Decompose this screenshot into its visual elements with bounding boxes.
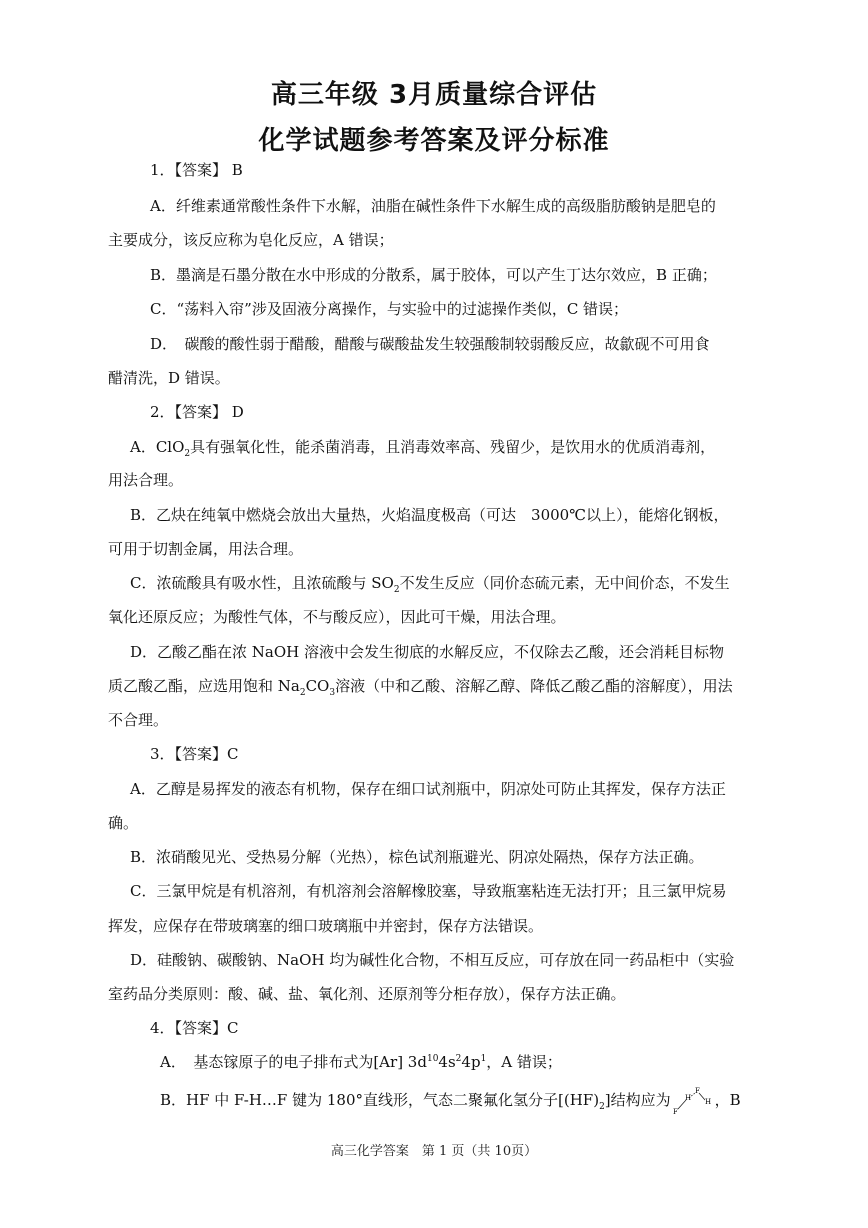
q1-option-b: B．墨滴是石墨分散在水中形成的分散系，属于胶体，可以产生丁达尔效应，B 正确； bbox=[150, 266, 717, 284]
page-footer: 高三化学答案 第 1 页（共 10页） bbox=[330, 1144, 538, 1159]
superscript: 2 bbox=[455, 1054, 462, 1064]
subscript: 3 bbox=[329, 688, 336, 698]
q2-option-c-cont: 氧化还原反应；为酸性气体，不与酸反应），因此可干燥，用法合理。 bbox=[108, 608, 566, 626]
text-span: B．HF 中 F-H…F 键为 180°直线形，气态二聚氟化氢分子[(HF) bbox=[160, 1091, 600, 1109]
q3-option-d: D．硅酸钠、碳酸钠、NaOH 均为碱性化合物，不相互反应，可存放在同一药品柜中（实验 bbox=[130, 951, 735, 969]
q2-option-b-cont: 可用于切割金属，用法合理。 bbox=[108, 540, 304, 558]
hf-dimer-structure-svg bbox=[671, 1087, 715, 1115]
atom-label: H bbox=[704, 1098, 711, 1106]
q2-option-a bbox=[130, 437, 760, 457]
q3-option-b: B．浓硝酸见光、受热易分解（光热），棕色试剂瓶避光、阴凉处隔热，保存方法正确。 bbox=[130, 848, 704, 866]
atom-label: F bbox=[672, 1108, 678, 1115]
q2-option-a-cont: 用法合理。 bbox=[108, 471, 184, 489]
q3-option-a: A．乙醇是易挥发的液态有机物，保存在细口试剂瓶中，阴凉处可防止其挥发，保存方法正 bbox=[130, 780, 726, 798]
q1-option-c: C．“荡料入帘”涉及固液分离操作，与实验中的过滤操作类似，C 错误； bbox=[150, 300, 629, 318]
q1-option-a-cont: 主要成分，该反应称为皂化反应，A 错误； bbox=[108, 231, 394, 249]
text-span: ，A 错误； bbox=[486, 1053, 562, 1071]
text-span: A． 基态镓原子的电子排布式为[Ar] 3d bbox=[160, 1053, 427, 1071]
question-2-answer: 2．【答案】 D bbox=[150, 403, 244, 421]
text-span: ，B bbox=[714, 1091, 741, 1109]
question-1-answer: 1．【答案】 B bbox=[150, 161, 243, 179]
q2-option-d-cont2: 不合理。 bbox=[108, 711, 169, 729]
superscript: 10 bbox=[426, 1054, 439, 1064]
text-span: 具有强氧化性，能杀菌消毒，且消毒效率高、残留少，是饮用水的优质消毒剂， bbox=[190, 438, 716, 456]
q2-option-b: B．乙炔在纯氧中燃烧会放出大量热，火焰温度极高（可达 3000℃以上），能熔化钢板， bbox=[130, 506, 729, 524]
text-span: CO bbox=[305, 677, 330, 695]
subscript: 2 bbox=[393, 585, 400, 595]
subscript: 2 bbox=[299, 688, 306, 698]
q1-option-d: D． 碳酸的酸性弱于醋酸，醋酸与碳酸盐发生较强酸制较弱酸反应，故歙砚不可用食 bbox=[150, 335, 710, 353]
atom-label: F bbox=[694, 1087, 700, 1095]
q3-option-c: C．三氯甲烷是有机溶剂，有机溶剂会溶解橡胶塞，导致瓶塞粘连无法打开；且三氯甲烷易 bbox=[130, 882, 727, 900]
subscript: 2 bbox=[599, 1102, 605, 1112]
q4-option-b bbox=[160, 1087, 790, 1115]
q3-option-d-cont: 室药品分类原则：酸、碱、盐、氧化剂、还原剂等分柜存放），保存方法正确。 bbox=[108, 985, 626, 1003]
text-span: A．ClO bbox=[130, 438, 185, 456]
q1-option-d-cont: 醋清洗，D 错误。 bbox=[108, 369, 230, 387]
text-span: 4s bbox=[438, 1053, 456, 1071]
subscript: 2 bbox=[184, 449, 191, 459]
q4-option-a bbox=[160, 1052, 790, 1072]
question-3-answer: 3．【答案】C bbox=[150, 745, 239, 763]
atom-label: H bbox=[684, 1094, 691, 1102]
text-span: 溶液（中和乙酸、溶解乙醇、降低乙酸乙酯的溶解度），用法 bbox=[335, 677, 733, 695]
text-span: 质乙酸乙酯，应选用饱和 Na bbox=[108, 677, 300, 695]
text-span: 4p bbox=[461, 1053, 481, 1071]
question-4-answer: 4．【答案】C bbox=[150, 1019, 239, 1037]
q3-option-c-cont: 挥发，应保存在带玻璃塞的细口玻璃瓶中并密封，保存方法错误。 bbox=[108, 917, 544, 935]
q2-option-d: D．乙酸乙酯在浓 NaOH 溶液中会发生彻底的水解反应，不仅除去乙酸，还会消耗目标物 bbox=[130, 643, 725, 661]
text-span: 不发生反应（同价态硫元素，无中间价态，不发生 bbox=[399, 574, 730, 592]
q2-option-c bbox=[130, 573, 760, 593]
superscript: 1 bbox=[480, 1054, 487, 1064]
hf-dimer-structure bbox=[671, 1087, 715, 1115]
text-span: ]结构应为 bbox=[604, 1091, 671, 1109]
q2-option-d-cont bbox=[108, 676, 738, 696]
page-title-line2: 化学试题参考答案及评分标准 bbox=[258, 126, 610, 156]
q3-option-a-cont: 确。 bbox=[108, 814, 139, 832]
page-title-line1: 高三年级 3月质量综合评估 bbox=[270, 80, 598, 110]
text-span: C．浓硫酸具有吸水性，且浓硫酸与 SO bbox=[130, 574, 394, 592]
q1-option-a: A．纤维素通常酸性条件下水解，油脂在碱性条件下水解生成的高级脂肪酸钠是肥皂的 bbox=[150, 197, 716, 215]
